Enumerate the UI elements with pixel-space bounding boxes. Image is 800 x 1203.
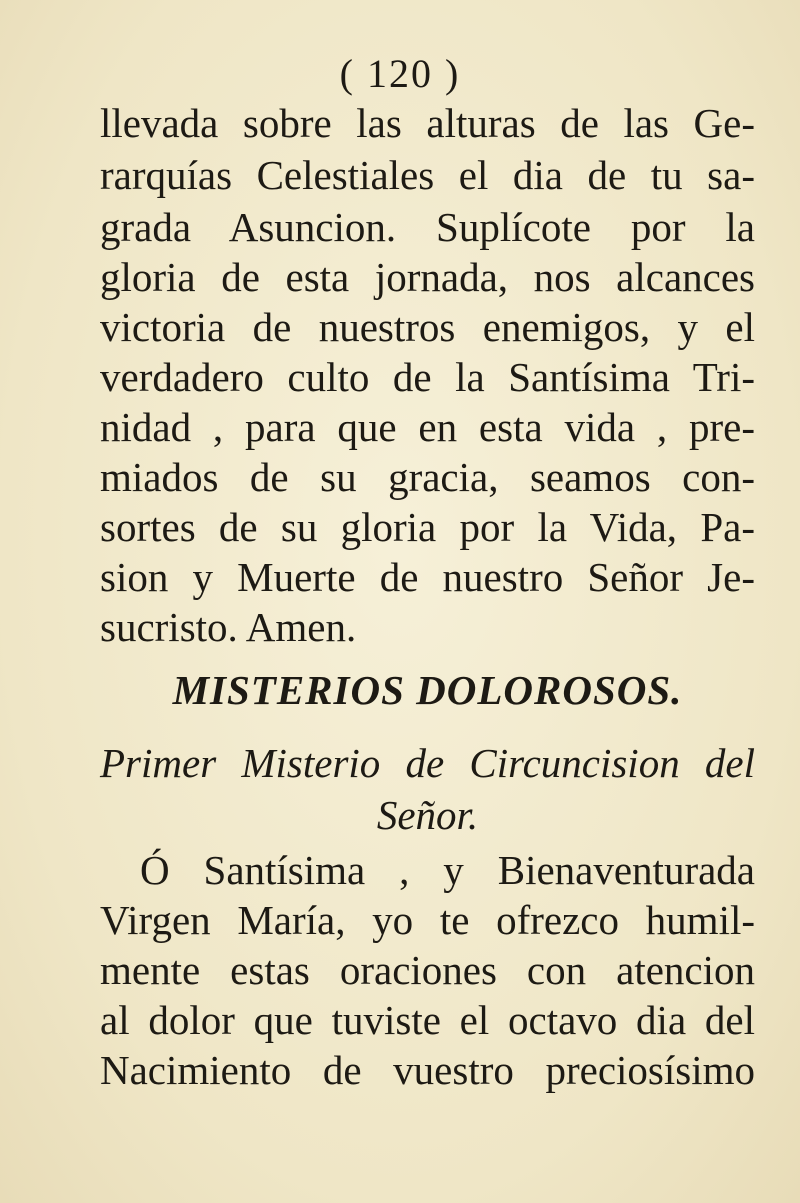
- text-line: al dolor que tuviste el octavo dia del: [100, 997, 755, 1043]
- text-line: miados de su gracia, seamos con-: [100, 454, 755, 500]
- text-line: gloria de esta jornada, nos alcances: [100, 254, 755, 300]
- text-line: victoria de nuestros enemigos, y el: [100, 304, 755, 350]
- text-line: nidad , para que en esta vida , pre-: [100, 404, 755, 450]
- text-line: llevada sobre las alturas de las Ge-: [100, 100, 755, 146]
- text-line: grada Asuncion. Suplícote por la: [100, 204, 755, 250]
- text-line: Nacimiento de vuestro preciosísimo: [100, 1047, 755, 1093]
- mystery-title-line: Señor.: [376, 792, 479, 838]
- page-number: ( 120 ): [339, 51, 461, 96]
- section-title: MISTERIOS DOLOROSOS.: [172, 667, 683, 713]
- text-line: Virgen María, yo te ofrezco humil-: [100, 897, 755, 943]
- text-line: sucristo. Amen.: [100, 604, 357, 650]
- mystery-title-line: Primer Misterio de Circuncision del: [100, 740, 755, 786]
- text-line: sion y Muerte de nuestro Señor Je-: [100, 554, 755, 600]
- text-line: verdadero culto de la Santísima Tri-: [100, 354, 755, 400]
- text-line: rarquías Celestiales el dia de tu sa-: [100, 152, 755, 198]
- text-line: mente estas oraciones con atencion: [100, 947, 755, 993]
- text-line: sortes de su gloria por la Vida, Pa-: [100, 504, 755, 550]
- text-line: Ó Santísima , y Bienaventurada: [140, 847, 755, 893]
